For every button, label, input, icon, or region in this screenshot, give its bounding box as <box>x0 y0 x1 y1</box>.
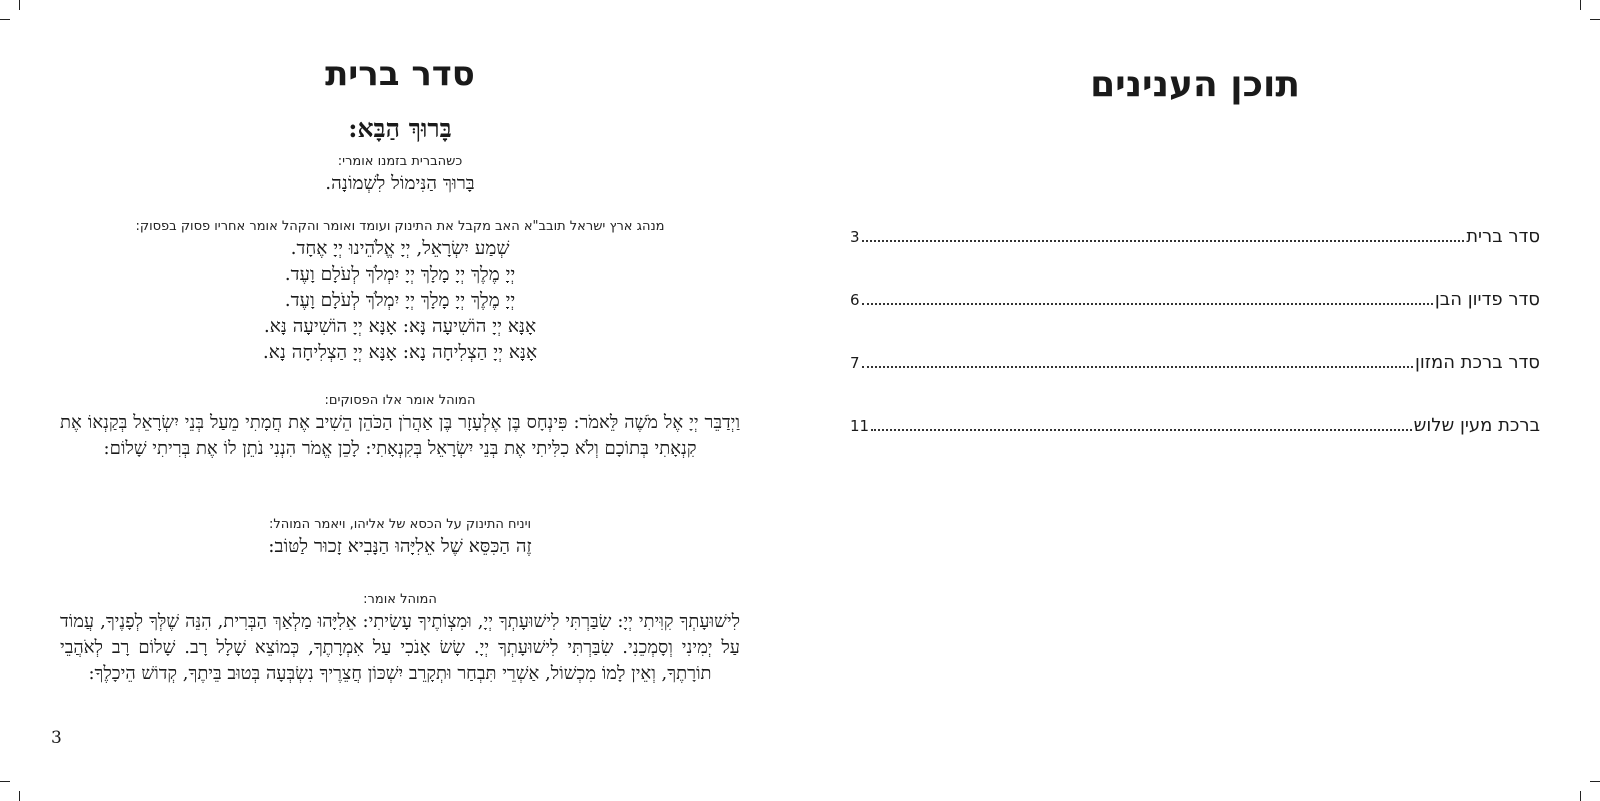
verse-line: שְׁמַע יִשְׂרָאֵל, יְיָ אֱלֹהֵינוּ יְיָ אֶחָד. <box>290 238 510 259</box>
toc-entry[interactable] <box>850 350 1540 376</box>
verse-line: זֶה הַכִּסֵּא שֶׁל אֵלִיָּהוּ הַנָּבִיא זָכוּר לַטּוֹב: <box>268 536 532 557</box>
dot-leader <box>862 365 1413 368</box>
verse-line: יְיָ מֶלֶךְ יְיָ מָלָךְ יְיָ יִמְלֹךְ לְעֹלָם וָעֶד. <box>284 264 516 285</box>
verse-line: אָנָּא יְיָ הַצְלִיחָה נָא: אָנָּא יְיָ הַצְלִיחָה נָא. <box>262 342 538 363</box>
verse-line: אָנָּא יְיָ הוֹשִׁיעָה נָּא: אָנָּא יְיָ הוֹשִׁיעָה נָּא. <box>263 316 537 337</box>
left-page <box>60 0 740 801</box>
section-5 <box>60 591 740 687</box>
verse-paragraph: וַיְדַבֵּר יְיָ אֶל מֹשֶׁה לֵּאמֹר: פִּינְחָס בֶּן אֶלְעָזָר בֶּן אַהֲרֹן הַכֹּהֵן הֵשִׁיב אֶת חֲמָתִי מֵעַל בְּנֵי יִשְׂרָאֵל בְּקַנְאוֹ אֶת קִנְאָתִי בְּתוֹכָם וְלֹא כִלִּיתִי אֶת בְּנֵי יִשְׂרָאֵל בְּקִנְאָתִי: לָכֵן אֱמֹר הִנְנִי נֹתֵן לוֹ אֶת בְּרִיתִי שָׁלוֹם: <box>60 412 740 459</box>
toc-title: תוכן הענינים <box>1090 64 1300 105</box>
toc-entry[interactable] <box>850 287 1540 313</box>
toc-entry-page: 6 <box>850 291 860 309</box>
crop-mark <box>0 781 10 782</box>
section-4 <box>60 516 740 560</box>
instruction: המוהל אומר: <box>363 592 437 607</box>
verse-paragraph: לִישׁוּעָתְךָ קִוִּיתִי יְיָ: שִׂבַּרְתִּי לִישׁוּעָתְךָ יְיָ, וּמִצְוֹתֶיךָ עָשִׂיתִי: אֵלִיָּהוּ מַלְאַךְ הַבְּרִית, הִנֵּה שֶׁלְּךָ לְפָנֶיךָ, עֲמוֹד עַל יְמִינִי וְסָמְכֵנִי. שִׂבַּרְתִּי לִישׁוּעָתְךָ יְיָ. שָׂשׂ אָנֹכִי עַל אִמְרָתֶךָ, כְּמוֹצֵא שָׁלָל רָב. שָׁלוֹם רָב לְאֹהֲבֵי תוֹרָתֶךָ, וְאֵין לָמוֹ מִכְשׁוֹל, אַשְׁרֵי תִּבְחַר וּתְקָרֵב יִשְׁכּוֹן חֲצֵרֶיךָ נִשְׂבְּעָה בְּטוּב בֵּיתֶךָ, קְדוֹשׁ הֵיכָלֶךָ: <box>60 611 740 684</box>
verse-line: יְיָ מֶלֶךְ יְיָ מָלָךְ יְיָ יִמְלֹךְ לְעֹלָם וָעֶד. <box>284 290 516 311</box>
toc-entry-title: סדר ברכת המזון <box>1414 352 1540 373</box>
dot-leader <box>862 239 1465 242</box>
instruction: המוהל אומר אלו הפסוקים: <box>324 393 476 408</box>
crop-mark <box>1590 19 1600 20</box>
page-number: 3 <box>51 728 62 748</box>
page-title: סדר ברית <box>325 54 475 94</box>
section-3 <box>60 392 740 462</box>
section-1 <box>60 153 740 197</box>
crop-mark <box>0 19 10 20</box>
crop-mark <box>19 791 20 801</box>
toc-entry-page: 11 <box>850 417 870 435</box>
greeting: בָּרוּךְ הַבָּא: <box>348 114 452 143</box>
instruction: כשהברית בזמנו אומרי: <box>337 154 463 169</box>
crop-mark <box>1580 0 1581 10</box>
right-page <box>850 0 1540 801</box>
instruction: ויניח התינוק על הכסא של אליהו, ויאמר המוהל: <box>268 517 532 532</box>
verse-line: בָּרוּךְ הַנִּימוֹל לִשְׁמוֹנָה. <box>325 173 475 194</box>
section-2 <box>60 218 740 366</box>
crop-mark <box>1580 791 1581 801</box>
crop-mark <box>1590 781 1600 782</box>
toc-entry[interactable] <box>850 413 1540 439</box>
toc-entry-title: ברכת מעין שלוש <box>1413 415 1540 436</box>
toc-entry-title: סדר ברית <box>1466 226 1540 247</box>
instruction: מנהג ארץ ישראל תובב"א האב מקבל את התינוק ועומד ואומר והקהל אומר אחריו פסוק בפסוק: <box>135 219 665 234</box>
dot-leader <box>862 302 1433 305</box>
crop-mark <box>19 0 20 10</box>
toc-entry[interactable] <box>850 224 1540 250</box>
toc-entry-title: סדר פדיון הבן <box>1434 289 1540 310</box>
toc-entry-page: 3 <box>850 228 860 246</box>
toc-entry-page: 7 <box>850 354 860 372</box>
dot-leader <box>871 428 1411 431</box>
